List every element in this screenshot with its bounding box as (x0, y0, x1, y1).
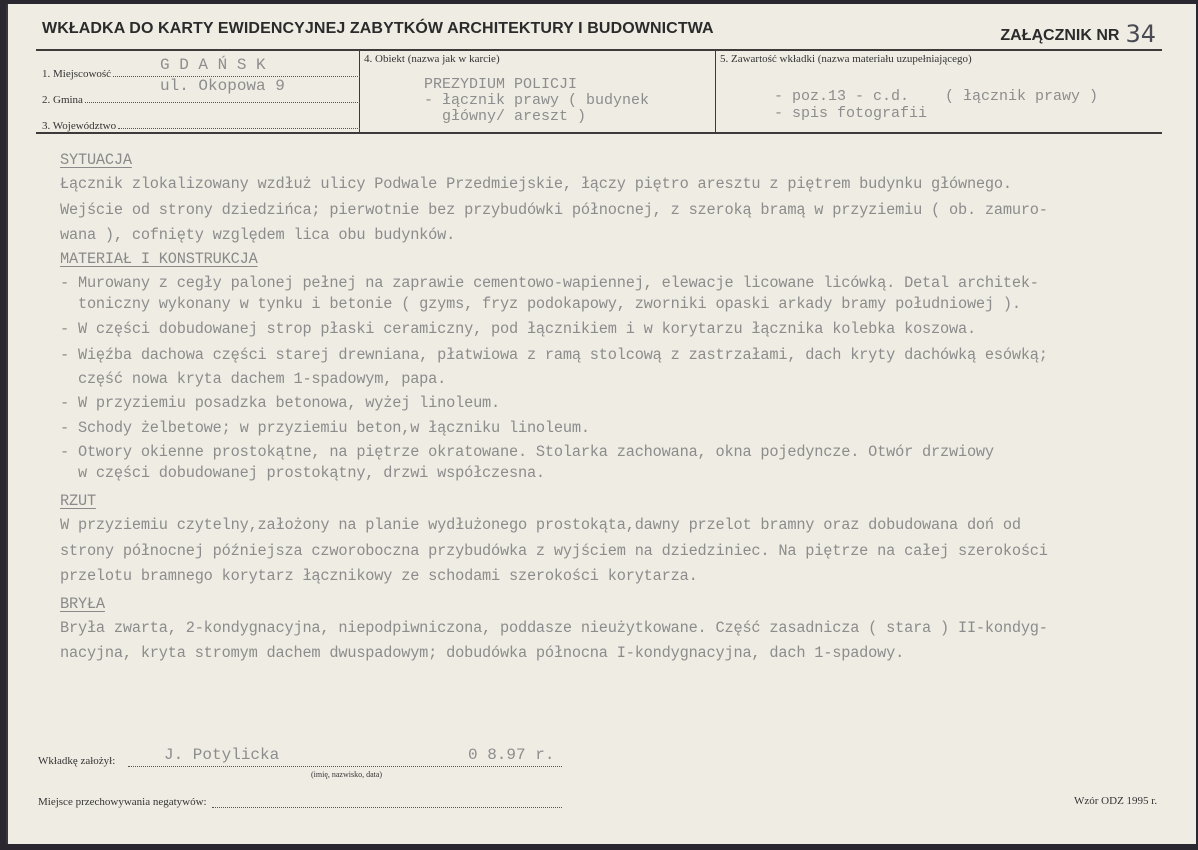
street-value: ul. Okopowa 9 (160, 77, 285, 95)
body-line: wana ), cofnięty względem lica obu budynków. (60, 226, 456, 244)
heading-plan: RZUT (60, 492, 96, 510)
attachment-number (1000, 18, 1156, 46)
object-line-3: główny/ areszt ) (424, 108, 587, 125)
object-label: 4. Obiekt (nazwa jak w karcie) (364, 53, 500, 65)
body-line: - Otwory okienne prostokątne, na piętrze okratowane. Stolarka zachowana, okna pojedyncze. Otwór drzwiowy (60, 443, 994, 461)
body-line: - Więźba dachowa części starej drewniana, płatwiowa z ramą stolcową z zastrzałami, dach kryty dachówką esówką; (60, 346, 1048, 364)
body-line: w części dobudowanej prostokątny, drzwi współczesna. (60, 464, 545, 482)
attachment-number-value: 34 (1125, 20, 1156, 48)
document-page (6, 4, 1196, 844)
body-line: przelotu bramnego korytarz łącznikowy ze schodami szerokości korytarza. (60, 567, 698, 585)
document-title: WKŁADKA DO KARTY EWIDENCYJNEJ ZABYTKÓW ARCHITEKTURY I BUDOWNICTWA (42, 20, 714, 37)
body-line: Wejście od strony dziedzińca; pierwotnie bez przybudówki północnej, z szeroką bramą w przyziemiu ( ob. zamuro- (60, 201, 1048, 219)
object-line-1: PREZYDIUM POLICJI (424, 76, 578, 93)
body-line: Łącznik zlokalizowany wzdłuż ulicy Podwale Przedmiejskie, łączy piętro aresztu z piętrem budynku głównego. (60, 175, 1012, 193)
heading-situation: SYTUACJA (60, 151, 132, 169)
negatives-label: Miejsce przechowywania negatywów: (38, 796, 207, 808)
body-line: - Schody żelbetowe; w przyziemiu beton,w łączniku linoleum. (60, 419, 590, 437)
contents-line-2: - spis fotografii (774, 105, 928, 122)
body-line: część nowa kryta dachem 1-spadowym, papa. (60, 370, 447, 388)
body-line: nacyjna, kryta stromym dachem dwuspadowym; dobudówka północna I-kondygnacyjna, dach 1-spadowy. (60, 644, 905, 662)
header-divider-2 (715, 51, 716, 132)
author-hint: (imię, nazwisko, data) (311, 770, 383, 779)
city-label: 1. Miejscowość (42, 68, 112, 80)
city-value: G D A Ń S K (160, 56, 266, 74)
body-line: Bryła zwarta, 2-kondygnacyjna, niepodpiwniczona, poddasze nieużytkowane. Część zasadnicza ( stara ) II-kondyg- (60, 619, 1048, 637)
author-dotted-line (128, 766, 562, 767)
body-line: - W przyziemiu posadzka betonowa, wyżej linoleum. (60, 394, 501, 412)
voivodeship-label: 3. Województwo (42, 120, 117, 132)
heading-massing: BRYŁA (60, 595, 105, 613)
body-line: - Murowany z cegły palonej pełnej na zaprawie cementowo-wapiennej, elewacje licowane licówką. Detal architek- (60, 274, 1039, 292)
body-line: strony północnej późniejsza czworoboczna przybudówka z wyjściem na dziedziniec. Na piętrze na całej szerokości (60, 542, 1048, 560)
heading-material: MATERIAŁ I KONSTRUKCJA (60, 250, 258, 268)
header-bottom-rule (36, 132, 1162, 134)
author-value: J. Potylicka (164, 746, 280, 764)
negatives-dotted-line (212, 807, 562, 808)
author-label: Wkładkę założył: (38, 755, 116, 767)
template-note: Wzór ODZ 1995 r. (1074, 795, 1158, 807)
date-value: 0 8.97 r. (468, 746, 555, 764)
header-top-rule (36, 49, 1162, 51)
contents-label: 5. Zawartość wkładki (nazwa materiału uzupełniającego) (720, 53, 972, 65)
body-line: toniczny wykonany w tynku i betonie ( gzyms, fryz podokapowy, zworniki opaski arkady bramy południowej ). (60, 295, 1021, 313)
location-field-voivodeship (42, 116, 360, 132)
body-line: W przyziemiu czytelny,założony na planie wydłużonego prostokąta,dawny przelot bramny oraz dobudowana doń od (60, 516, 1021, 534)
attachment-label: ZAŁĄCZNIK NR (1000, 27, 1120, 44)
object-line-2: - łącznik prawy ( budynek (424, 92, 650, 109)
gmina-label: 2. Gmina (42, 94, 83, 106)
contents-line-1: - poz.13 - c.d. ( łącznik prawy ) (774, 88, 1099, 105)
body-line: - W części dobudowanej strop płaski ceramiczny, pod łącznikiem i w korytarzu łącznika kolebka koszowa. (60, 320, 976, 338)
